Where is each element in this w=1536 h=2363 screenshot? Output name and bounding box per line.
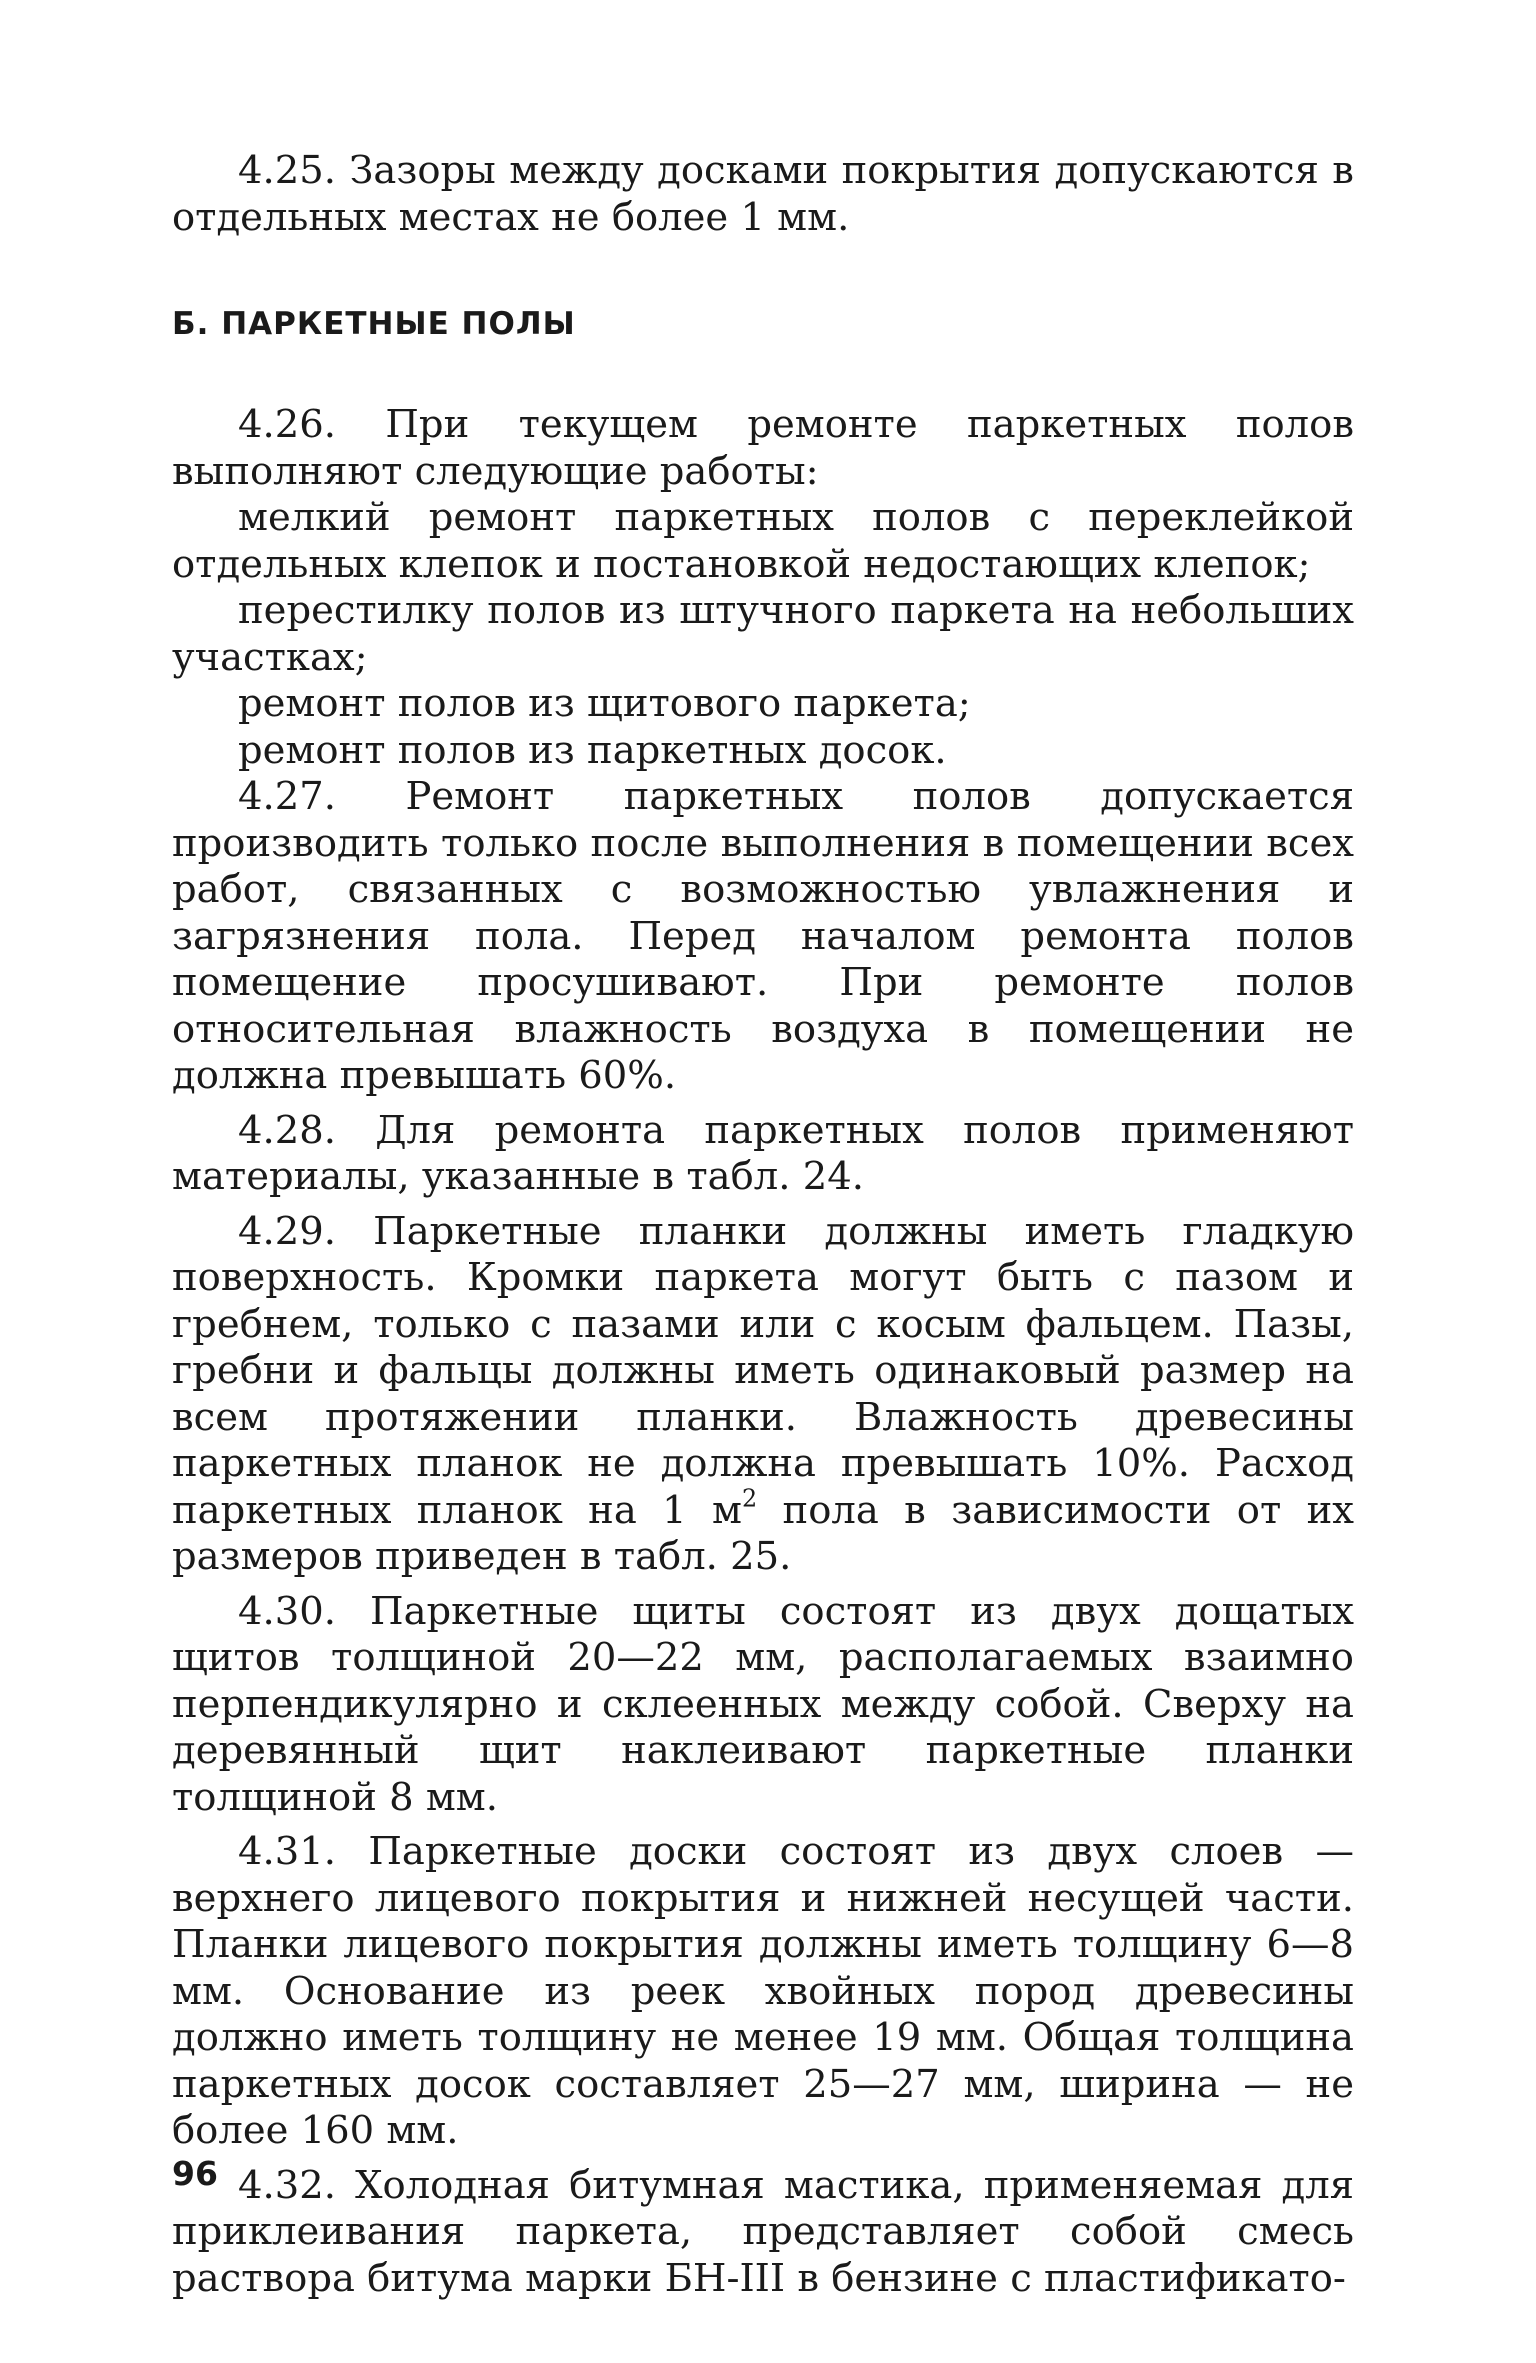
paragraph-4-29-text-a: 4.29. Паркетные планки должны иметь гладкую поверхность. Кромки паркета могут быть с пазом и гребнем, только с пазами или с косым фальцем. Пазы, гребни и фальцы должны иметь одинаковый размер на всем протяжении планки. Влажность древесины паркетных планок не должна превышать 10%. Расход паркетных планок на 1 м — [172, 1208, 1354, 1533]
paragraph-4-25: 4.25. Зазоры между досками покрытия допускаются в отдельных местах не более 1 мм. — [172, 148, 1354, 240]
work-item-1: мелкий ремонт паркетных полов с переклейкой отдельных клепок и постановкой недостающих клепок; — [172, 495, 1354, 587]
work-item-4: ремонт полов из паркетных досок. — [238, 727, 947, 773]
paragraph-4-30: 4.30. Паркетные щиты состоят из двух дощатых щитов толщиной 20—22 мм, располагаемых взаимно перпендикулярно и склеенных между собой. Сверху на деревянный щит наклеивают паркетные планки толщиной 8 мм. — [172, 1588, 1354, 1820]
superscript-square: 2 — [741, 1483, 758, 1512]
paragraph-4-32: 4.32. Холодная битумная мастика, применяемая для приклеивания паркета, представляет собой смесь раствора битума марки БН-III в бензине с пластификато- — [172, 2162, 1354, 2301]
paragraph-4-29-text-b: пола в зависимости от их размеров приведен в табл. 25. — [172, 1487, 1355, 1579]
section-title: Б. ПАРКЕТНЫЕ ПОЛЫ — [172, 306, 576, 342]
work-item-3: ремонт полов из щитового паркета; — [238, 681, 971, 726]
page-number: 96 — [172, 2154, 218, 2193]
paragraph-4-28: 4.28. Для ремонта паркетных полов применяют материалы, указанные в табл. 24. — [172, 1107, 1354, 1199]
work-item-2: перестилку полов из штучного паркета на небольших участках; — [172, 588, 1354, 680]
paragraph-4-26: 4.26. При текущем ремонте паркетных полов выполняют следующие работы: — [172, 402, 1354, 494]
paragraph-4-29 — [172, 1209, 1354, 1581]
paragraph-4-31: 4.31. Паркетные доски состоят из двух слоев — верхнего лицевого покрытия и нижней несущей части. Планки лицевого покрытия должны иметь толщину 6—8 мм. Основание из реек хвойных пород древесины должно иметь толщину не менее 19 мм. Общая толщина паркетных досок составляет 25—27 мм, ширина — не более 160 мм. — [172, 1829, 1354, 2153]
page-body — [172, 148, 1354, 2302]
paragraph-4-27: 4.27. Ремонт паркетных полов допускается производить только после выполнения в помещении всех работ, связанных с возможностью увлажнения и загрязнения пола. Перед началом ремонта полов помещение просушивают. При ремонте полов относительная влажность воздуха в помещении не должна превышать 60%. — [172, 774, 1354, 1098]
